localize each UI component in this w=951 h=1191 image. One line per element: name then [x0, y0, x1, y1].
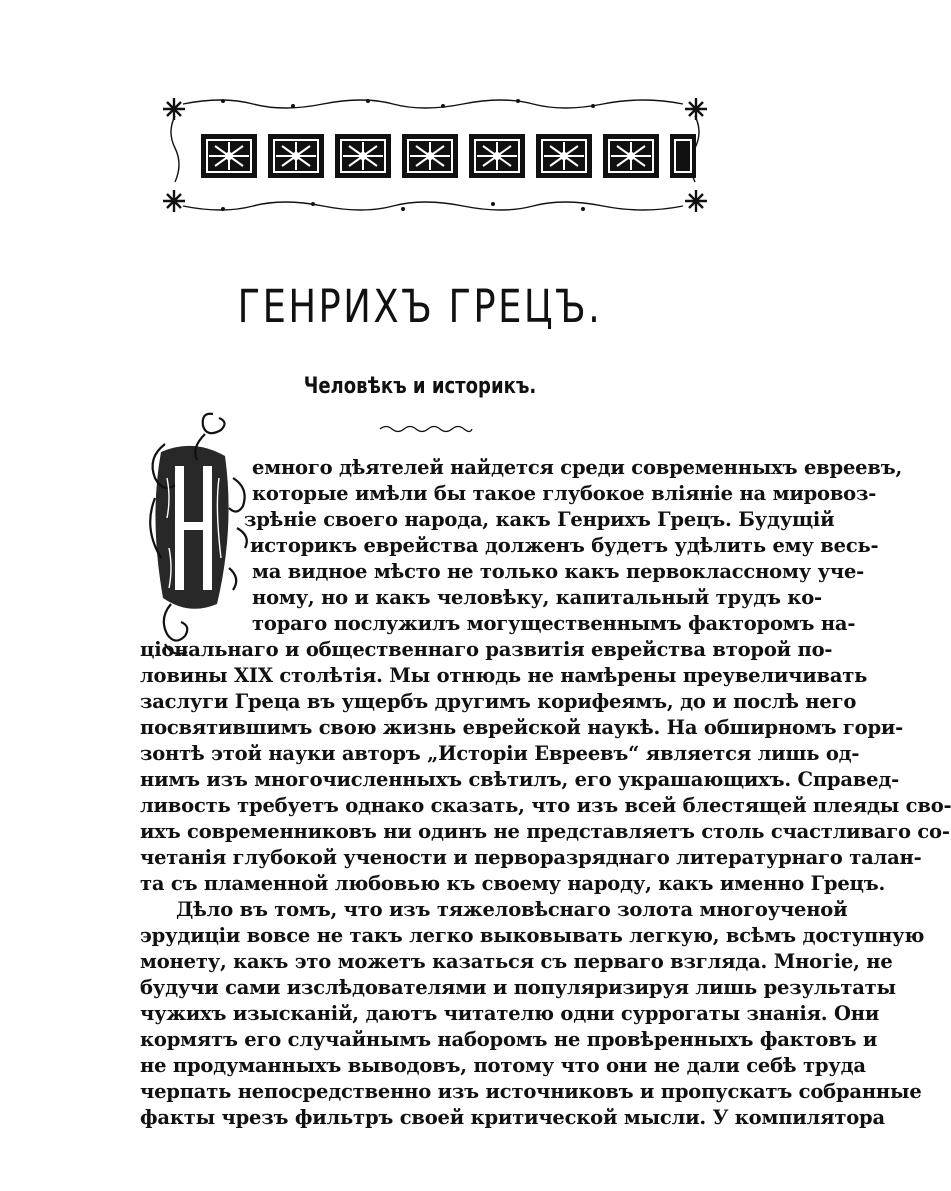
body-line: нимъ изъ многочисленныхъ свѣтилъ, его украшающихъ. Справед-	[140, 768, 900, 791]
body-line: четанія глубокой учености и перворазряднаго литературнаго талан-	[140, 846, 922, 869]
body-line: ливость требуетъ однако сказать, что изъ всей блестящей плеяды сво-	[140, 794, 951, 817]
body-line: та съ пламенной любовью къ своему народу, какъ именно Грецъ.	[140, 872, 886, 895]
body-line: зрѣніе своего народа, какъ Генрихъ Грецъ. Будущій	[244, 508, 835, 531]
body-line: черпать непосредственно изъ источниковъ и пропускатъ собранные	[140, 1080, 922, 1103]
body-line: зонтѣ этой науки авторъ „Исторіи Евреевъ“ является лишь од-	[140, 742, 860, 765]
body-line: ма видное мѣсто не только какъ первоклассному уче-	[252, 560, 865, 583]
body-line: ному, но и какъ человѣку, капитальный трудъ ко-	[252, 586, 822, 609]
body-line: посвятившимъ свою жизнь еврейской наукѣ. На обширномъ гори-	[140, 716, 904, 739]
body-line: факты чрезъ фильтръ своей критической мысли. У компилятора	[140, 1106, 885, 1129]
body-line: чужихъ изысканій, даютъ читателю одни суррогаты знанія. Они	[140, 1002, 880, 1025]
body-line: монету, какъ это можетъ казаться съ перваго взгляда. Многіе, не	[140, 950, 893, 973]
body-line: ціональнаго и общественнаго развитія еврейства второй по-	[140, 638, 833, 661]
page-title: ГЕНРИХЪ ГРЕЦЪ.	[237, 280, 603, 333]
body-line: емного дѣятелей найдется среди современныхъ евреевъ,	[252, 456, 903, 479]
body-line: Дѣло въ томъ, что изъ тяжеловѣснаго золота многоученой	[176, 898, 848, 921]
page-subtitle: Человѣкъ и историкъ.	[303, 374, 537, 399]
body-line: ихъ современниковъ ни одинъ не представляетъ столь счастливаго со-	[140, 820, 950, 843]
ornamental-header-band	[163, 92, 707, 218]
wavy-divider	[378, 424, 474, 434]
body-line: ловины XIX столѣтія. Мы отнюдь не намѣрены преувеличивать	[140, 664, 868, 687]
body-line: не продуманныхъ выводовъ, потому что они не дали себѣ труда	[140, 1054, 866, 1077]
body-line: эрудиціи вовсе не такъ легко выковывать легкую, всѣмъ доступную	[140, 924, 925, 947]
body-line: историкъ еврейства долженъ будетъ удѣлить ему весь-	[250, 534, 879, 557]
body-line: тораго послужилъ могущественнымъ факторомъ на-	[252, 612, 856, 635]
body-line: кормятъ его случайнымъ наборомъ не провѣренныхъ фактовъ и	[140, 1028, 878, 1051]
body-line: будучи сами изслѣдователями и популяризируя лишь результаты	[140, 976, 896, 999]
body-line: заслуги Греца въ ущербъ другимъ корифеямъ, до и послѣ него	[140, 690, 857, 713]
body-line: которые имѣли бы такое глубокое вліяніе на мировоз-	[252, 482, 877, 505]
decorated-initial-letter	[141, 408, 253, 660]
